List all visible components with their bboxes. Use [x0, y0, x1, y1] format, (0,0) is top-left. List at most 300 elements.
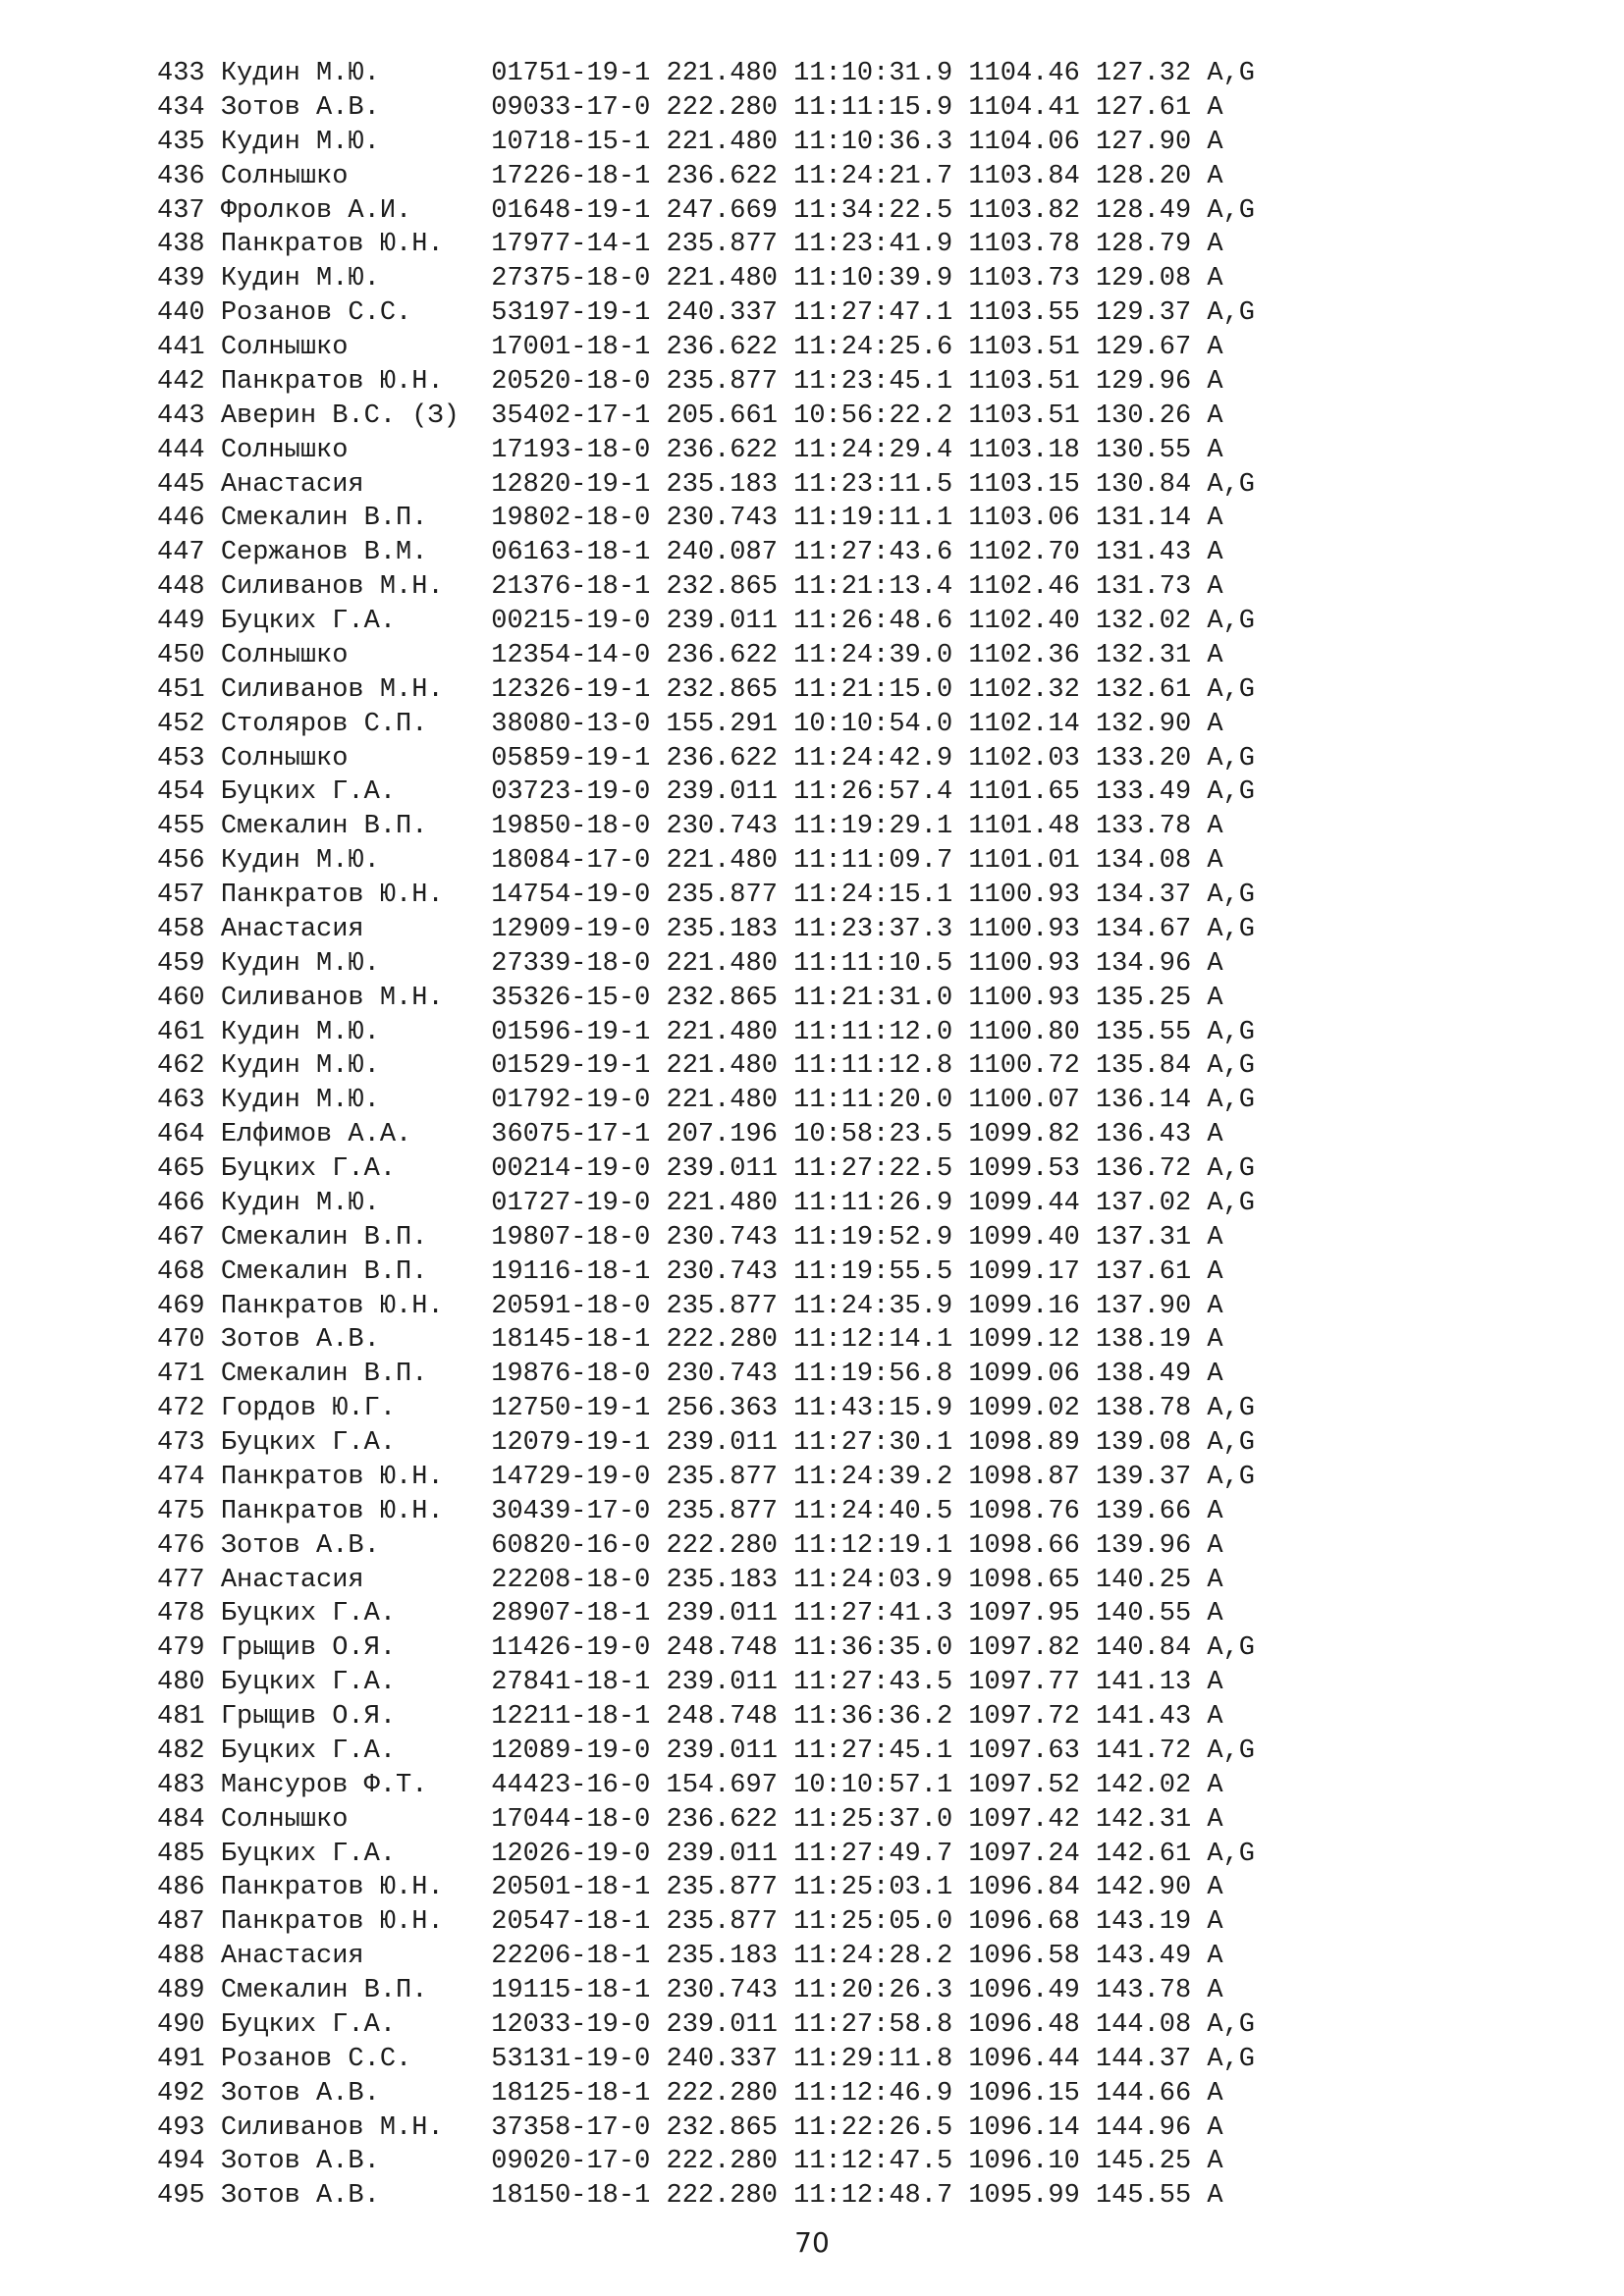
cell-ring-id: 18150-18-1: [491, 2181, 667, 2212]
cell-distance: 239.011: [666, 1668, 794, 1698]
cell-arrival-time: 11:24:39.2: [793, 1462, 969, 1492]
cell-ring-id: 06163-18-1: [491, 538, 667, 568]
table-row: [157, 1597, 1255, 1631]
table-row: [157, 57, 1255, 91]
cell-coefficient: 142.90: [1095, 1873, 1208, 1903]
cell-flags: A: [1207, 92, 1223, 123]
cell-name: Силиванов М.Н.: [220, 2112, 492, 2143]
cell-ring-id: 09033-17-0: [491, 92, 667, 123]
cell-coefficient: 144.66: [1095, 2078, 1208, 2109]
cell-speed: 1097.77: [968, 1668, 1096, 1698]
cell-distance: 235.877: [666, 881, 794, 910]
cell-flags: A: [1207, 1702, 1223, 1732]
cell-arrival-time: 11:12:14.1: [793, 1325, 969, 1356]
cell-rank: 478: [157, 1599, 221, 1629]
cell-arrival-time: 11:26:48.6: [793, 607, 969, 636]
cell-rank: 454: [157, 777, 221, 808]
cell-ring-id: 22206-18-1: [491, 1942, 667, 1972]
cell-name: Розанов С.С.: [220, 2044, 492, 2074]
table-row: [157, 2145, 1255, 2179]
cell-name: Силиванов М.Н.: [220, 674, 492, 705]
cell-name: Силиванов М.Н.: [220, 572, 492, 603]
cell-coefficient: 134.37: [1095, 881, 1208, 910]
cell-rank: 446: [157, 504, 221, 534]
cell-coefficient: 139.66: [1095, 1496, 1208, 1526]
cell-arrival-time: 11:36:36.2: [793, 1702, 969, 1732]
cell-arrival-time: 11:12:47.5: [793, 2147, 969, 2177]
cell-name: Солнышко: [220, 161, 492, 191]
cell-name: Мансуров Ф.Т.: [220, 1770, 492, 1800]
cell-speed: 1098.76: [968, 1496, 1096, 1526]
cell-distance: 230.743: [666, 1976, 794, 2005]
cell-rank: 495: [157, 2181, 221, 2212]
cell-flags: A: [1207, 2147, 1223, 2177]
cell-speed: 1101.65: [968, 777, 1096, 808]
cell-flags: A,G: [1207, 1428, 1256, 1458]
table-row: [157, 1905, 1255, 1940]
cell-flags: A: [1207, 846, 1223, 877]
cell-speed: 1096.10: [968, 2147, 1096, 2177]
cell-ring-id: 03723-19-0: [491, 777, 667, 808]
cell-arrival-time: 11:10:36.3: [793, 127, 969, 157]
cell-arrival-time: 11:23:11.5: [793, 469, 969, 500]
cell-ring-id: 20520-18-0: [491, 366, 667, 397]
cell-ring-id: 22208-18-0: [491, 1565, 667, 1595]
cell-speed: 1096.84: [968, 1873, 1096, 1903]
table-row: [157, 1290, 1255, 1324]
cell-speed: 1103.73: [968, 264, 1096, 294]
table-row: [157, 947, 1255, 982]
table-row: [157, 1495, 1255, 1529]
cell-rank: 459: [157, 948, 221, 979]
cell-speed: 1102.40: [968, 607, 1096, 636]
cell-speed: 1096.48: [968, 2009, 1096, 2040]
cell-flags: A,G: [1207, 674, 1256, 705]
cell-name: Сержанов В.М.: [220, 538, 492, 568]
cell-ring-id: 17977-14-1: [491, 230, 667, 260]
cell-distance: 221.480: [666, 264, 794, 294]
cell-rank: 437: [157, 195, 221, 226]
cell-coefficient: 129.67: [1095, 333, 1208, 362]
cell-speed: 1104.06: [968, 127, 1096, 157]
cell-arrival-time: 11:27:22.5: [793, 1154, 969, 1184]
table-row: [157, 2077, 1255, 2111]
cell-arrival-time: 11:19:11.1: [793, 504, 969, 534]
cell-distance: 232.865: [666, 983, 794, 1013]
cell-flags: A,G: [1207, 1017, 1256, 1047]
cell-coefficient: 130.26: [1095, 400, 1208, 431]
cell-speed: 1097.52: [968, 1770, 1096, 1800]
cell-speed: 1101.01: [968, 846, 1096, 877]
cell-coefficient: 139.08: [1095, 1428, 1208, 1458]
cell-rank: 450: [157, 640, 221, 670]
cell-rank: 468: [157, 1256, 221, 1287]
cell-name: Столяров С.П.: [220, 709, 492, 739]
cell-ring-id: 35326-15-0: [491, 983, 667, 1013]
cell-ring-id: 12354-14-0: [491, 640, 667, 670]
cell-arrival-time: 11:11:09.7: [793, 846, 969, 877]
cell-arrival-time: 11:11:12.8: [793, 1051, 969, 1082]
cell-distance: 232.865: [666, 674, 794, 705]
cell-rank: 484: [157, 1804, 221, 1835]
cell-ring-id: 12211-18-1: [491, 1702, 667, 1732]
cell-ring-id: 01792-19-0: [491, 1086, 667, 1116]
cell-ring-id: 11426-19-0: [491, 1633, 667, 1664]
cell-arrival-time: 11:21:31.0: [793, 983, 969, 1013]
cell-speed: 1103.06: [968, 504, 1096, 534]
cell-rank: 435: [157, 127, 221, 157]
table-row: [157, 879, 1255, 913]
cell-coefficient: 138.19: [1095, 1325, 1208, 1356]
cell-speed: 1103.82: [968, 195, 1096, 226]
cell-distance: 230.743: [666, 1222, 794, 1253]
cell-arrival-time: 11:27:49.7: [793, 1839, 969, 1869]
table-row: [157, 1187, 1255, 1221]
cell-name: Буцких Г.А.: [220, 1428, 492, 1458]
cell-distance: 236.622: [666, 435, 794, 465]
cell-name: Буцких Г.А.: [220, 2009, 492, 2040]
cell-speed: 1103.18: [968, 435, 1096, 465]
cell-name: Кудин М.Ю.: [220, 1188, 492, 1218]
cell-coefficient: 145.25: [1095, 2147, 1208, 2177]
cell-speed: 1100.93: [968, 983, 1096, 1013]
cell-speed: 1102.32: [968, 674, 1096, 705]
cell-name: Смекалин В.П.: [220, 1256, 492, 1287]
cell-rank: 434: [157, 92, 221, 123]
cell-arrival-time: 11:36:35.0: [793, 1633, 969, 1664]
table-row: [157, 502, 1255, 536]
cell-speed: 1103.51: [968, 366, 1096, 397]
cell-name: Фролков А.И.: [220, 195, 492, 226]
cell-distance: 230.743: [666, 1256, 794, 1287]
cell-distance: 221.480: [666, 948, 794, 979]
cell-coefficient: 129.08: [1095, 264, 1208, 294]
cell-arrival-time: 11:27:41.3: [793, 1599, 969, 1629]
cell-name: Буцких Г.А.: [220, 1154, 492, 1184]
cell-name: Панкратов Ю.Н.: [220, 881, 492, 910]
cell-name: Панкратов Ю.Н.: [220, 366, 492, 397]
cell-ring-id: 60820-16-0: [491, 1530, 667, 1561]
cell-speed: 1100.93: [968, 914, 1096, 944]
cell-name: Солнышко: [220, 743, 492, 774]
cell-arrival-time: 11:24:25.6: [793, 333, 969, 362]
cell-coefficient: 130.84: [1095, 469, 1208, 500]
table-row: [157, 1358, 1255, 1392]
cell-coefficient: 131.73: [1095, 572, 1208, 603]
cell-coefficient: 143.49: [1095, 1942, 1208, 1972]
cell-flags: A,G: [1207, 59, 1256, 88]
cell-arrival-time: 11:12:19.1: [793, 1530, 969, 1561]
cell-flags: A: [1207, 161, 1223, 191]
cell-flags: A,G: [1207, 607, 1256, 636]
cell-coefficient: 136.14: [1095, 1086, 1208, 1116]
cell-rank: 463: [157, 1086, 221, 1116]
table-row: [157, 468, 1255, 503]
table-row: [157, 1974, 1255, 2008]
cell-coefficient: 134.08: [1095, 846, 1208, 877]
cell-arrival-time: 11:22:26.5: [793, 2112, 969, 2143]
table-row: [157, 126, 1255, 160]
cell-rank: 479: [157, 1633, 221, 1664]
cell-arrival-time: 11:11:12.0: [793, 1017, 969, 1047]
cell-flags: A: [1207, 1222, 1223, 1253]
cell-flags: A,G: [1207, 298, 1256, 329]
cell-distance: 248.748: [666, 1702, 794, 1732]
cell-name: Буцких Г.А.: [220, 1599, 492, 1629]
cell-name: Аверин В.С. (З): [220, 400, 492, 431]
cell-arrival-time: 11:27:43.6: [793, 538, 969, 568]
cell-coefficient: 127.90: [1095, 127, 1208, 157]
cell-distance: 236.622: [666, 333, 794, 362]
cell-flags: A: [1207, 1496, 1223, 1526]
cell-coefficient: 141.43: [1095, 1702, 1208, 1732]
cell-distance: 222.280: [666, 92, 794, 123]
table-row: [157, 742, 1255, 776]
cell-ring-id: 01751-19-1: [491, 59, 667, 88]
cell-speed: 1096.58: [968, 1942, 1096, 1972]
cell-name: Панкратов Ю.Н.: [220, 1907, 492, 1938]
cell-distance: 222.280: [666, 1325, 794, 1356]
cell-arrival-time: 11:25:03.1: [793, 1873, 969, 1903]
cell-rank: 488: [157, 1942, 221, 1972]
cell-coefficient: 131.14: [1095, 504, 1208, 534]
cell-distance: 222.280: [666, 2147, 794, 2177]
cell-ring-id: 17193-18-0: [491, 435, 667, 465]
cell-rank: 460: [157, 983, 221, 1013]
cell-distance: 221.480: [666, 1017, 794, 1047]
cell-ring-id: 17044-18-0: [491, 1804, 667, 1835]
cell-speed: 1100.93: [968, 881, 1096, 910]
cell-coefficient: 141.13: [1095, 1668, 1208, 1698]
cell-name: Смекалин В.П.: [220, 812, 492, 842]
cell-distance: 230.743: [666, 812, 794, 842]
cell-flags: A: [1207, 1942, 1223, 1972]
cell-name: Смекалин В.П.: [220, 1976, 492, 2005]
results-list: [157, 57, 1255, 2214]
table-row: [157, 1152, 1255, 1187]
cell-speed: 1102.36: [968, 640, 1096, 670]
cell-speed: 1102.46: [968, 572, 1096, 603]
cell-ring-id: 19807-18-0: [491, 1222, 667, 1253]
cell-ring-id: 20591-18-0: [491, 1291, 667, 1321]
cell-speed: 1100.80: [968, 1017, 1096, 1047]
table-row: [157, 2179, 1255, 2214]
cell-name: Панкратов Ю.Н.: [220, 1496, 492, 1526]
cell-arrival-time: 11:27:47.1: [793, 298, 969, 329]
cell-arrival-time: 11:21:13.4: [793, 572, 969, 603]
table-row: [157, 1392, 1255, 1426]
table-row: [157, 262, 1255, 296]
cell-distance: 230.743: [666, 504, 794, 534]
cell-coefficient: 132.61: [1095, 674, 1208, 705]
cell-speed: 1104.46: [968, 59, 1096, 88]
cell-coefficient: 143.78: [1095, 1976, 1208, 2005]
cell-rank: 481: [157, 1702, 221, 1732]
cell-name: Анастасия: [220, 469, 492, 500]
cell-name: Силиванов М.Н.: [220, 983, 492, 1013]
cell-flags: A: [1207, 1120, 1223, 1150]
cell-ring-id: 10718-15-1: [491, 127, 667, 157]
cell-flags: A,G: [1207, 1394, 1256, 1424]
table-row: [157, 1838, 1255, 1872]
cell-speed: 1099.17: [968, 1256, 1096, 1287]
table-row: [157, 2008, 1255, 2043]
cell-speed: 1099.16: [968, 1291, 1096, 1321]
cell-flags: A: [1207, 709, 1223, 739]
cell-distance: 207.196: [666, 1120, 794, 1150]
cell-arrival-time: 11:34:22.5: [793, 195, 969, 226]
cell-arrival-time: 11:24:35.9: [793, 1291, 969, 1321]
cell-speed: 1102.14: [968, 709, 1096, 739]
cell-distance: 235.183: [666, 469, 794, 500]
cell-distance: 221.480: [666, 127, 794, 157]
cell-arrival-time: 11:24:28.2: [793, 1942, 969, 1972]
cell-ring-id: 21376-18-1: [491, 572, 667, 603]
cell-flags: A: [1207, 2181, 1223, 2212]
table-row: [157, 605, 1255, 639]
cell-flags: A: [1207, 1530, 1223, 1561]
cell-ring-id: 12326-19-1: [491, 674, 667, 705]
cell-distance: 236.622: [666, 161, 794, 191]
cell-rank: 452: [157, 709, 221, 739]
cell-speed: 1099.40: [968, 1222, 1096, 1253]
cell-speed: 1098.89: [968, 1428, 1096, 1458]
cell-coefficient: 145.55: [1095, 2181, 1208, 2212]
cell-coefficient: 138.49: [1095, 1360, 1208, 1390]
cell-flags: A: [1207, 264, 1223, 294]
cell-speed: 1096.15: [968, 2078, 1096, 2109]
cell-ring-id: 01596-19-1: [491, 1017, 667, 1047]
cell-distance: 235.183: [666, 1565, 794, 1595]
cell-flags: A,G: [1207, 914, 1256, 944]
cell-distance: 239.011: [666, 607, 794, 636]
cell-coefficient: 133.78: [1095, 812, 1208, 842]
cell-arrival-time: 11:43:15.9: [793, 1394, 969, 1424]
cell-ring-id: 28907-18-1: [491, 1599, 667, 1629]
cell-coefficient: 138.78: [1095, 1394, 1208, 1424]
cell-speed: 1100.93: [968, 948, 1096, 979]
cell-coefficient: 140.25: [1095, 1565, 1208, 1595]
table-row: [157, 2043, 1255, 2077]
cell-ring-id: 20501-18-1: [491, 1873, 667, 1903]
cell-speed: 1098.87: [968, 1462, 1096, 1492]
table-row: [157, 1871, 1255, 1905]
cell-rank: 471: [157, 1360, 221, 1390]
cell-distance: 221.480: [666, 1188, 794, 1218]
cell-rank: 469: [157, 1291, 221, 1321]
cell-distance: 154.697: [666, 1770, 794, 1800]
cell-coefficient: 132.31: [1095, 640, 1208, 670]
cell-ring-id: 01727-19-0: [491, 1188, 667, 1218]
cell-distance: 235.877: [666, 366, 794, 397]
cell-distance: 221.480: [666, 1051, 794, 1082]
cell-arrival-time: 11:19:55.5: [793, 1256, 969, 1287]
table-row: [157, 982, 1255, 1016]
cell-flags: A: [1207, 504, 1223, 534]
cell-arrival-time: 11:21:15.0: [793, 674, 969, 705]
cell-ring-id: 14754-19-0: [491, 881, 667, 910]
cell-arrival-time: 11:27:58.8: [793, 2009, 969, 2040]
cell-rank: 474: [157, 1462, 221, 1492]
cell-ring-id: 12750-19-1: [491, 1394, 667, 1424]
cell-name: Солнышко: [220, 1804, 492, 1835]
cell-name: Зотов А.В.: [220, 1325, 492, 1356]
cell-flags: A,G: [1207, 1839, 1256, 1869]
cell-rank: 483: [157, 1770, 221, 1800]
cell-distance: 235.183: [666, 914, 794, 944]
table-row: [157, 639, 1255, 673]
cell-ring-id: 12909-19-0: [491, 914, 667, 944]
table-row: [157, 1323, 1255, 1358]
cell-distance: 235.877: [666, 1496, 794, 1526]
cell-rank: 473: [157, 1428, 221, 1458]
cell-ring-id: 44423-16-0: [491, 1770, 667, 1800]
cell-distance: 155.291: [666, 709, 794, 739]
cell-rank: 492: [157, 2078, 221, 2109]
cell-speed: 1096.14: [968, 2112, 1096, 2143]
cell-name: Панкратов Ю.Н.: [220, 1291, 492, 1321]
cell-rank: 466: [157, 1188, 221, 1218]
cell-flags: A: [1207, 1565, 1223, 1595]
cell-name: Грыщив О.Я.: [220, 1633, 492, 1664]
cell-speed: 1103.84: [968, 161, 1096, 191]
cell-flags: A,G: [1207, 1735, 1256, 1766]
cell-ring-id: 18084-17-0: [491, 846, 667, 877]
cell-name: Кудин М.Ю.: [220, 59, 492, 88]
cell-arrival-time: 11:24:40.5: [793, 1496, 969, 1526]
cell-ring-id: 19876-18-0: [491, 1360, 667, 1390]
table-row: [157, 1529, 1255, 1564]
cell-speed: 1099.06: [968, 1360, 1096, 1390]
table-row: [157, 1735, 1255, 1769]
table-row: [157, 296, 1255, 331]
cell-arrival-time: 11:23:37.3: [793, 914, 969, 944]
cell-flags: A: [1207, 640, 1223, 670]
cell-flags: A: [1207, 435, 1223, 465]
table-row: [157, 844, 1255, 879]
cell-ring-id: 27375-18-0: [491, 264, 667, 294]
cell-speed: 1097.82: [968, 1633, 1096, 1664]
cell-distance: 239.011: [666, 1735, 794, 1766]
cell-rank: 489: [157, 1976, 221, 2005]
cell-name: Панкратов Ю.Н.: [220, 1873, 492, 1903]
cell-speed: 1102.03: [968, 743, 1096, 774]
cell-rank: 441: [157, 333, 221, 362]
cell-coefficient: 128.79: [1095, 230, 1208, 260]
cell-speed: 1098.65: [968, 1565, 1096, 1595]
cell-arrival-time: 11:24:03.9: [793, 1565, 969, 1595]
cell-distance: 235.877: [666, 1291, 794, 1321]
cell-rank: 461: [157, 1017, 221, 1047]
cell-coefficient: 142.31: [1095, 1804, 1208, 1835]
cell-distance: 236.622: [666, 1804, 794, 1835]
cell-coefficient: 132.02: [1095, 607, 1208, 636]
cell-rank: 447: [157, 538, 221, 568]
cell-distance: 239.011: [666, 2009, 794, 2040]
table-row: [157, 1255, 1255, 1290]
cell-speed: 1099.82: [968, 1120, 1096, 1150]
cell-flags: A: [1207, 948, 1223, 979]
cell-name: Кудин М.Ю.: [220, 846, 492, 877]
cell-distance: 239.011: [666, 1428, 794, 1458]
cell-ring-id: 19850-18-0: [491, 812, 667, 842]
cell-distance: 232.865: [666, 572, 794, 603]
cell-flags: A: [1207, 572, 1223, 603]
cell-flags: A: [1207, 230, 1223, 260]
cell-flags: A,G: [1207, 881, 1256, 910]
cell-coefficient: 142.61: [1095, 1839, 1208, 1869]
cell-ring-id: 19115-18-1: [491, 1976, 667, 2005]
